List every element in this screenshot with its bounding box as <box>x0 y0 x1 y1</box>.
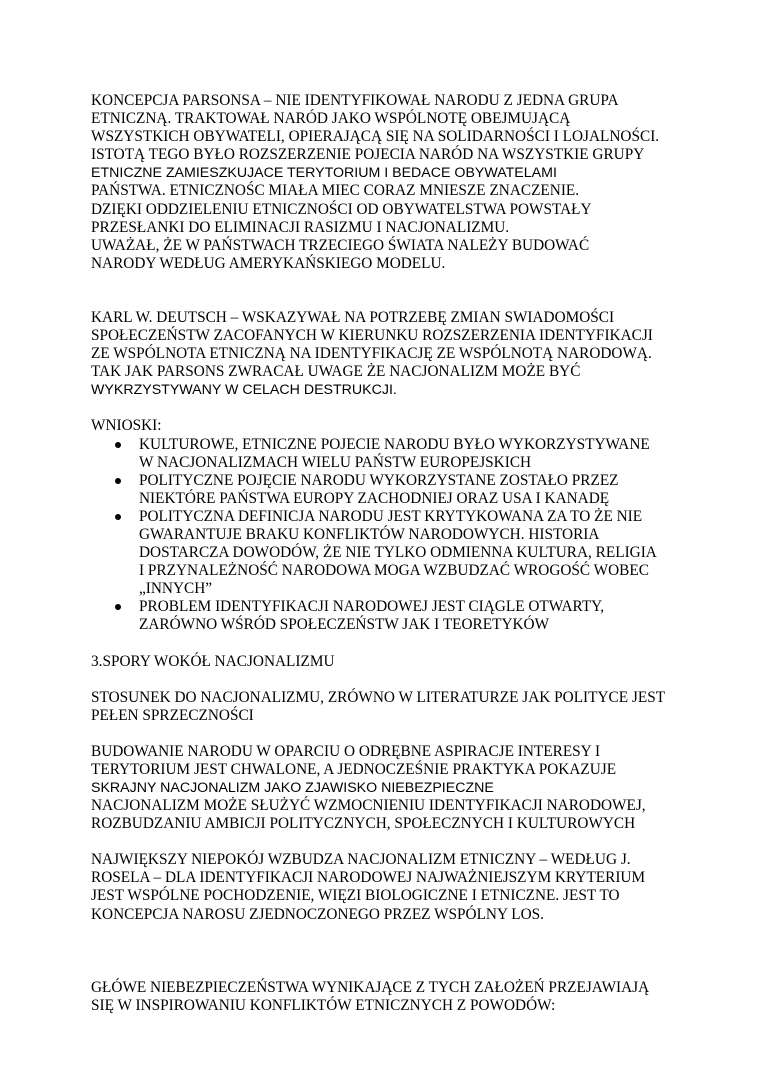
text-line: KARL W. DEUTSCH – WSKAZYWAŁ NA POTRZEBĘ ZMIAN SWIADOMOŚCI <box>91 308 615 326</box>
text-line: PAŃSTWA. ETNICZNOŚC MIAŁA MIEC CORAZ MNIESZE ZNACZENIE. <box>91 182 580 200</box>
section3-paragraph-3 <box>91 851 711 923</box>
text-line: W NACJONALIZMACH WIELU PAŃSTW EUROPEJSKICH <box>139 453 532 471</box>
text-line: ROSELA – DLA IDENTYFIKACJI NARODOWEJ NAJWAŻNIEJSZYM KRYTERIUM <box>91 869 646 887</box>
text-line: UWAŻAŁ, ŻE W PAŃSTWACH TRZECIEGO ŚWIATA NALEŻY BUDOWAĆ <box>91 236 590 254</box>
parsons-paragraph <box>91 92 711 273</box>
spacer <box>91 725 711 743</box>
text-line: ROZBUDZANIU AMBICJI POLITYCZNYCH, SPOŁECZNYCH I KULTUROWYCH <box>91 815 636 833</box>
list-item <box>111 508 711 598</box>
text-line: GWARANTUJE BRAKU KONFLIKTÓW NARODOWYCH. HISTORIA <box>139 525 600 543</box>
text-line: ZE WSPÓLNOTA ETNICZNĄ NA IDENTYFIKACJĘ ZE WSPÓLNOTĄ NARODOWĄ. <box>91 345 652 363</box>
section3-paragraph-2 <box>91 743 711 833</box>
deutsch-paragraph <box>91 309 711 399</box>
text-line: PEŁEN SPRZECZNOŚCI <box>91 706 254 724</box>
text-line: POLITYCZNE POJĘCIE NARODU WYKORZYSTANE ZOSTAŁO PRZEZ <box>139 471 619 489</box>
text-line: SIĘ W INSPIROWANIU KONFLIKTÓW ETNICZNYCH Z POWODÓW: <box>91 996 556 1014</box>
spacer <box>91 399 711 417</box>
text-line: STOSUNEK DO NACJONALIZMU, ZRÓWNO W LITERATURZE JAK POLITYCE JEST <box>91 688 666 706</box>
text-line: ZARÓWNO WŚRÓD SPOŁECZEŃSTW JAK I TEORETYKÓW <box>139 616 550 634</box>
text-line: NAJWIĘKSZY NIEPOKÓJ WZBUDZA NACJONALIZM ETNICZNY – WEDŁUG J. <box>91 851 631 869</box>
text-line: NIEKTÓRE PAŃSTWA EUROPY ZACHODNIEJ ORAZ USA I KANADĘ <box>139 489 610 507</box>
text-line: PROBLEM IDENTYFIKACJI NARODOWEJ JEST CIĄGLE OTWARTY, <box>139 598 605 616</box>
text-line: JEST WSPÓLNE POCHODZENIE, WIĘZI BIOLOGICZNE I ETNICZNE. JEST TO <box>91 887 620 905</box>
bullet-icon <box>115 478 121 484</box>
text-line: PRZESŁANKI DO ELIMINACJI RASIZMU I NACJONALIZMU. <box>91 218 510 236</box>
spacer <box>91 273 711 291</box>
text-line: KULTUROWE, ETNICZNE POJECIE NARODU BYŁO WYKORZYSTYWANE <box>139 435 650 453</box>
list-item <box>111 598 711 634</box>
conclusions-heading: WNIOSKI: <box>91 417 162 435</box>
text-line: TAK JAK PARSONS ZWRACAŁ UWAGE ŻE NACJONALIZM MOŻE BYĆ <box>91 363 581 381</box>
text-line: KONCEPCJA NAROSU ZJEDNOCZONEGO PRZEZ WSPÓLNY LOS. <box>91 905 544 923</box>
text-line: SPOŁECZEŃSTW ZACOFANYCH W KIERUNKU ROZSZERZENIA IDENTYFIKACJI <box>91 327 653 345</box>
list-item <box>111 436 711 472</box>
bullet-icon <box>115 442 121 448</box>
conclusions-list <box>91 436 711 635</box>
text-line: SKRAJNY NACJONALIZM JAKO ZJAWISKO NIEBEZPIECZNE <box>91 780 494 796</box>
list-item <box>111 472 711 508</box>
bullet-icon <box>115 514 121 520</box>
text-line: I PRZYNALEŻNOŚĆ NARODOWA MOGA WZBUDZAĆ WROGOŚĆ WOBEC <box>139 562 649 580</box>
spacer <box>91 291 711 309</box>
text-line: DOSTARCZA DOWODÓW, ŻE NIE TYLKO ODMIENNA KULTURA, RELIGIA <box>139 544 657 562</box>
text-line: NACJONALIZM MOŻE SŁUŻYĆ WZMOCNIENIU IDENTYFIKACJI NARODOWEJ, <box>91 797 646 815</box>
section-heading: 3.SPORY WOKÓŁ NACJONALIZMU <box>91 652 335 670</box>
section3-paragraph-1 <box>91 689 711 725</box>
text-line: ETNICZNĄ. TRAKTOWAŁ NARÓD JAKO WSPÓLNOTĘ OBEJMUJĄCĄ <box>91 110 571 128</box>
text-line: NARODY WEDŁUG AMERYKAŃSKIEGO MODELU. <box>91 254 446 272</box>
text-line: WSZYSTKICH OBYWATELI, OPIERAJĄCĄ SIĘ NA SOLIDARNOŚCI I LOJALNOŚCI. <box>91 128 660 146</box>
text-line: ETNICZNE ZAMIESZKUJACE TERYTORIUM I BEDACE OBYWATELAMI <box>91 165 557 182</box>
text-line: BUDOWANIE NARODU W OPARCIU O ODRĘBNE ASPIRACJE INTERESY I <box>91 742 601 760</box>
spacer <box>91 833 711 851</box>
spacer <box>91 924 711 979</box>
bullet-icon <box>115 604 121 610</box>
text-line: TERYTORIUM JEST CHWALONE, A JEDNOCZEŚNIE PRAKTYKA POKAZUJE <box>91 760 617 778</box>
spacer <box>91 671 711 689</box>
text-line: ISTOTĄ TEGO BYŁO ROZSZERZENIE POJECIA NARÓD NA WSZYSTKIE GRUPY <box>91 146 645 164</box>
text-line: „INNYCH” <box>139 580 213 598</box>
text-line: DZIĘKI ODDZIELENIU ETNICZNOŚCI OD OBYWATELSTWA POWSTAŁY <box>91 200 592 218</box>
section3-paragraph-4 <box>91 979 711 1015</box>
text-line: KONCEPCJA PARSONSA – NIE IDENTYFIKOWAŁ NARODU Z JEDNA GRUPA <box>91 92 619 109</box>
text-line: POLITYCZNA DEFINICJA NARODU JEST KRYTYKOWANA ZA TO ŻE NIE <box>139 507 643 525</box>
spacer <box>91 635 711 653</box>
text-line: WYKRZYSTYWANY W CELACH DESTRUKCJI. <box>91 382 397 399</box>
document-page <box>91 92 711 1015</box>
text-line: GŁÓWE NIEBEZPIECZEŃSTWA WYNIKAJĄCE Z TYCH ZAŁOŻEŃ PRZEJAWIAJĄ <box>91 978 650 996</box>
